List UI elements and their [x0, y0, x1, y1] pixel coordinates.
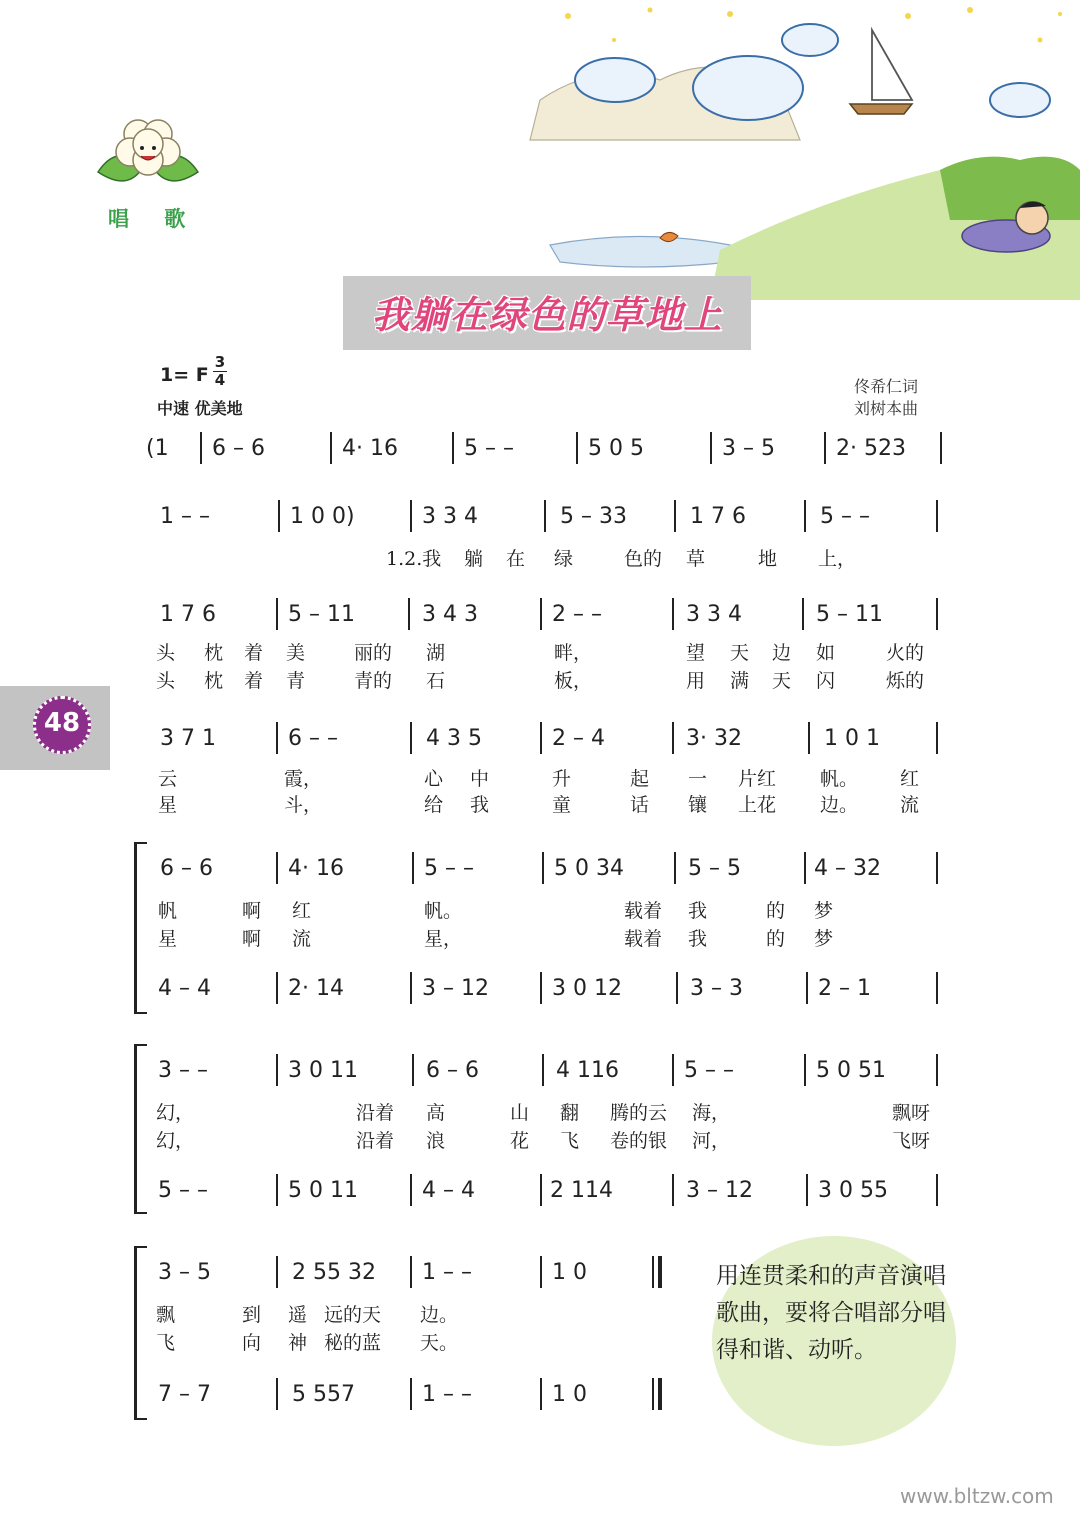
- lyric: 片红: [738, 768, 777, 790]
- lyric: 草: [686, 548, 706, 570]
- lyric: 流: [292, 928, 312, 950]
- lyric: 边: [772, 642, 792, 664]
- lyric: 给: [424, 794, 444, 816]
- measure: 4· 16: [342, 436, 398, 461]
- measure: 3 – –: [158, 1058, 208, 1083]
- lyric: 天: [730, 642, 750, 664]
- time-signature: [213, 354, 227, 389]
- measure: 6 – 6: [212, 436, 265, 461]
- lyric-row-2: [140, 544, 950, 572]
- section-label: 唱 歌: [108, 207, 200, 231]
- lyric: 头: [156, 670, 176, 692]
- score-row-4: [140, 718, 950, 758]
- lyric: 中: [470, 768, 490, 790]
- measure: 5 – –: [464, 436, 514, 461]
- lyric: 帆。: [820, 768, 859, 790]
- tempo-marking: 中速 优美地: [157, 399, 243, 418]
- lyric: 沿着: [356, 1130, 395, 1152]
- lyric: 梦: [814, 928, 834, 950]
- measure: 4 3 5: [426, 726, 482, 751]
- measure: (1: [146, 436, 169, 461]
- lyric: 如: [816, 642, 836, 664]
- key-signature: [160, 364, 209, 386]
- singing-tip: 用连贯柔和的声音演唱歌曲，要将合唱部分唱得和谐、动听。: [716, 1263, 946, 1363]
- lyric: 秘的蓝: [324, 1332, 382, 1354]
- lyric: 地: [758, 548, 778, 570]
- score-row-1: [140, 428, 950, 468]
- measure: 3 0 11: [288, 1058, 358, 1083]
- lyric: 畔，: [554, 642, 593, 664]
- score-row-6: [140, 968, 950, 1008]
- lyricist: 佟希仁词: [854, 377, 919, 396]
- measure: 5 – –: [158, 1178, 208, 1203]
- lyric: 海，: [692, 1102, 731, 1124]
- lyric: 天: [772, 670, 792, 692]
- lyric: 载着: [624, 900, 663, 922]
- lyric: 我: [688, 928, 708, 950]
- measure: 2· 523: [836, 436, 906, 461]
- lyric: 烁的: [886, 670, 925, 692]
- measure: 2· 14: [288, 976, 344, 1001]
- score-row-7: [140, 1050, 950, 1090]
- measure: 3 – 3: [690, 976, 743, 1001]
- lyric: 色的: [624, 548, 663, 570]
- lyric: 飞: [156, 1332, 176, 1354]
- lyric: 啊: [242, 928, 262, 950]
- measure: 5 – –: [424, 856, 474, 881]
- measure: 6 – 6: [426, 1058, 479, 1083]
- lyric: 帆。: [424, 900, 463, 922]
- lyric: 边。: [820, 794, 859, 816]
- measure: 1 7 6: [690, 504, 746, 529]
- lyric: 梦: [814, 900, 834, 922]
- measure: 3 3 4: [422, 504, 478, 529]
- lyric: 飘呀: [892, 1102, 931, 1124]
- lyric: 沿着: [356, 1102, 395, 1124]
- lyric: 童: [552, 794, 572, 816]
- lyric: 的: [766, 928, 786, 950]
- lyric: 载着: [624, 928, 663, 950]
- lyric: 镶: [688, 794, 708, 816]
- lyric: 霞，: [284, 768, 323, 790]
- lyric: 起: [630, 768, 650, 790]
- lyric: 用: [686, 670, 706, 692]
- measure: 3 0 12: [552, 976, 622, 1001]
- lyric: 的: [766, 900, 786, 922]
- measure: 2 – 1: [818, 976, 871, 1001]
- composer: 刘树本曲: [854, 399, 919, 418]
- measure: 2 – –: [552, 602, 602, 627]
- measure: 1 – –: [422, 1260, 472, 1285]
- measure: 4· 16: [288, 856, 344, 881]
- key-label: 1= F: [160, 364, 209, 386]
- measure: 5 – 5: [688, 856, 741, 881]
- lyric-row-7-verse-2: [140, 1126, 950, 1154]
- lyric: 话: [630, 794, 650, 816]
- lyric: 斗，: [284, 794, 323, 816]
- score-row-2: [140, 496, 950, 536]
- lyric: 石: [426, 670, 446, 692]
- lyric-row-4-verse-2: [140, 790, 950, 818]
- lyric: 青: [286, 670, 306, 692]
- measure: 3 – 5: [722, 436, 775, 461]
- lyric: 流: [900, 794, 920, 816]
- measure: 1 – –: [422, 1382, 472, 1407]
- lyric-row-5-verse-2: [140, 924, 950, 952]
- flower-mascot-icon: [88, 112, 208, 202]
- lyric: 上花: [738, 794, 777, 816]
- lyric: 星: [158, 928, 178, 950]
- lyric: 腾的云: [610, 1102, 668, 1124]
- lyric-row-3-verse-1: [140, 638, 950, 666]
- lyric-row-5-verse-1: [140, 896, 950, 924]
- lyric-row-3-verse-2: [140, 666, 950, 694]
- lyric: 幻，: [156, 1130, 195, 1152]
- measure: 5 – 11: [288, 602, 355, 627]
- lyric: 向: [242, 1332, 262, 1354]
- measure: 6 – 6: [160, 856, 213, 881]
- measure: 3 0 55: [818, 1178, 888, 1203]
- lyric: 浪: [426, 1130, 446, 1152]
- lyric: 飘: [156, 1304, 176, 1326]
- measure: 5 0 51: [816, 1058, 886, 1083]
- lyric: 飞: [560, 1130, 580, 1152]
- lyric: 我: [688, 900, 708, 922]
- lyric: 板，: [554, 670, 593, 692]
- lyric: 1.2.我: [386, 548, 442, 570]
- lyric: 升: [552, 768, 572, 790]
- score-row-8: [140, 1170, 950, 1210]
- lyric: 红: [900, 768, 920, 790]
- measure: 5 – 11: [816, 602, 883, 627]
- measure: 3 4 3: [422, 602, 478, 627]
- measure: 5 0 11: [288, 1178, 358, 1203]
- measure: 3· 32: [686, 726, 742, 751]
- time-bottom: 4: [214, 371, 226, 389]
- lyric: 到: [242, 1304, 262, 1326]
- watermark: www.bltzw.com: [900, 1484, 1054, 1508]
- lyric: 上，: [818, 548, 857, 570]
- lyric: 躺: [464, 548, 484, 570]
- lyric: 头: [156, 642, 176, 664]
- lyric: 远的天: [324, 1304, 382, 1326]
- measure: 2 – 4: [552, 726, 605, 751]
- lyric: 湖: [426, 642, 446, 664]
- lyric: 枕: [204, 670, 224, 692]
- measure: 1 0 1: [824, 726, 880, 751]
- score-row-5: [140, 848, 950, 888]
- measure: 7 – 7: [158, 1382, 211, 1407]
- lyric: 绿: [554, 548, 574, 570]
- lyric-row-7-verse-1: [140, 1098, 950, 1126]
- measure: 6 – –: [288, 726, 338, 751]
- lyric: 幻，: [156, 1102, 195, 1124]
- measure: 5 – 33: [560, 504, 627, 529]
- measure: 3 – 5: [158, 1260, 211, 1285]
- lyric: 山: [510, 1102, 530, 1124]
- lyric: 枕: [204, 642, 224, 664]
- lyric: 在: [506, 548, 526, 570]
- lyric: 河，: [692, 1130, 731, 1152]
- score-row-3: [140, 594, 950, 634]
- lyric: 火的: [886, 642, 925, 664]
- measure: 1 0: [552, 1260, 587, 1285]
- measure: 5 – –: [820, 504, 870, 529]
- measure: 3 3 4: [686, 602, 742, 627]
- lyric-row-4-verse-1: [140, 764, 950, 792]
- measure: 5 – –: [684, 1058, 734, 1083]
- lyric: 我: [470, 794, 490, 816]
- measure: 4 – 32: [814, 856, 881, 881]
- measure: 4 116: [556, 1058, 619, 1083]
- song-title: 我躺在绿色的草地上: [371, 293, 723, 337]
- lyric: 帆: [158, 900, 178, 922]
- lyric: 着: [244, 642, 264, 664]
- page-number: 48: [43, 708, 81, 738]
- lyric: 卷的银: [610, 1130, 668, 1152]
- lyric: 天。: [420, 1332, 459, 1354]
- lyric: 啊: [242, 900, 262, 922]
- measure: 1 – –: [160, 504, 210, 529]
- lyric: 满: [730, 670, 750, 692]
- lyric: 望: [686, 642, 706, 664]
- lyric: 边。: [420, 1304, 459, 1326]
- measure: 5 557: [292, 1382, 355, 1407]
- lyric: 星: [158, 794, 178, 816]
- sky-meadow-illustration: [520, 0, 1080, 300]
- lyric: 翻: [560, 1102, 580, 1124]
- measure: 1 0 0): [290, 504, 355, 529]
- measure: 2 55 32: [292, 1260, 376, 1285]
- lyric: 星，: [424, 928, 463, 950]
- lyric: 红: [292, 900, 312, 922]
- measure: 4 – 4: [158, 976, 211, 1001]
- measure: 5 0 5: [588, 436, 644, 461]
- lyric: 高: [426, 1102, 446, 1124]
- lyric: 美: [286, 642, 306, 664]
- measure: 3 7 1: [160, 726, 216, 751]
- measure: 1 7 6: [160, 602, 216, 627]
- lyric: 飞呀: [892, 1130, 931, 1152]
- measure: 3 – 12: [686, 1178, 753, 1203]
- lyric: 遥: [288, 1304, 308, 1326]
- measure: 2 114: [550, 1178, 613, 1203]
- measure: 1 0: [552, 1382, 587, 1407]
- lyric: 丽的: [354, 642, 393, 664]
- lyric: 一: [688, 768, 708, 790]
- lyric: 神: [288, 1332, 308, 1354]
- lyric: 着: [244, 670, 264, 692]
- lyric: 青的: [354, 670, 393, 692]
- lyric: 花: [510, 1130, 530, 1152]
- time-top: 3: [214, 353, 226, 371]
- lyric: 闪: [816, 670, 836, 692]
- lyric: 心: [424, 768, 444, 790]
- lyric: 云: [158, 768, 178, 790]
- measure: 4 – 4: [422, 1178, 475, 1203]
- measure: 5 0 34: [554, 856, 624, 881]
- measure: 3 – 12: [422, 976, 489, 1001]
